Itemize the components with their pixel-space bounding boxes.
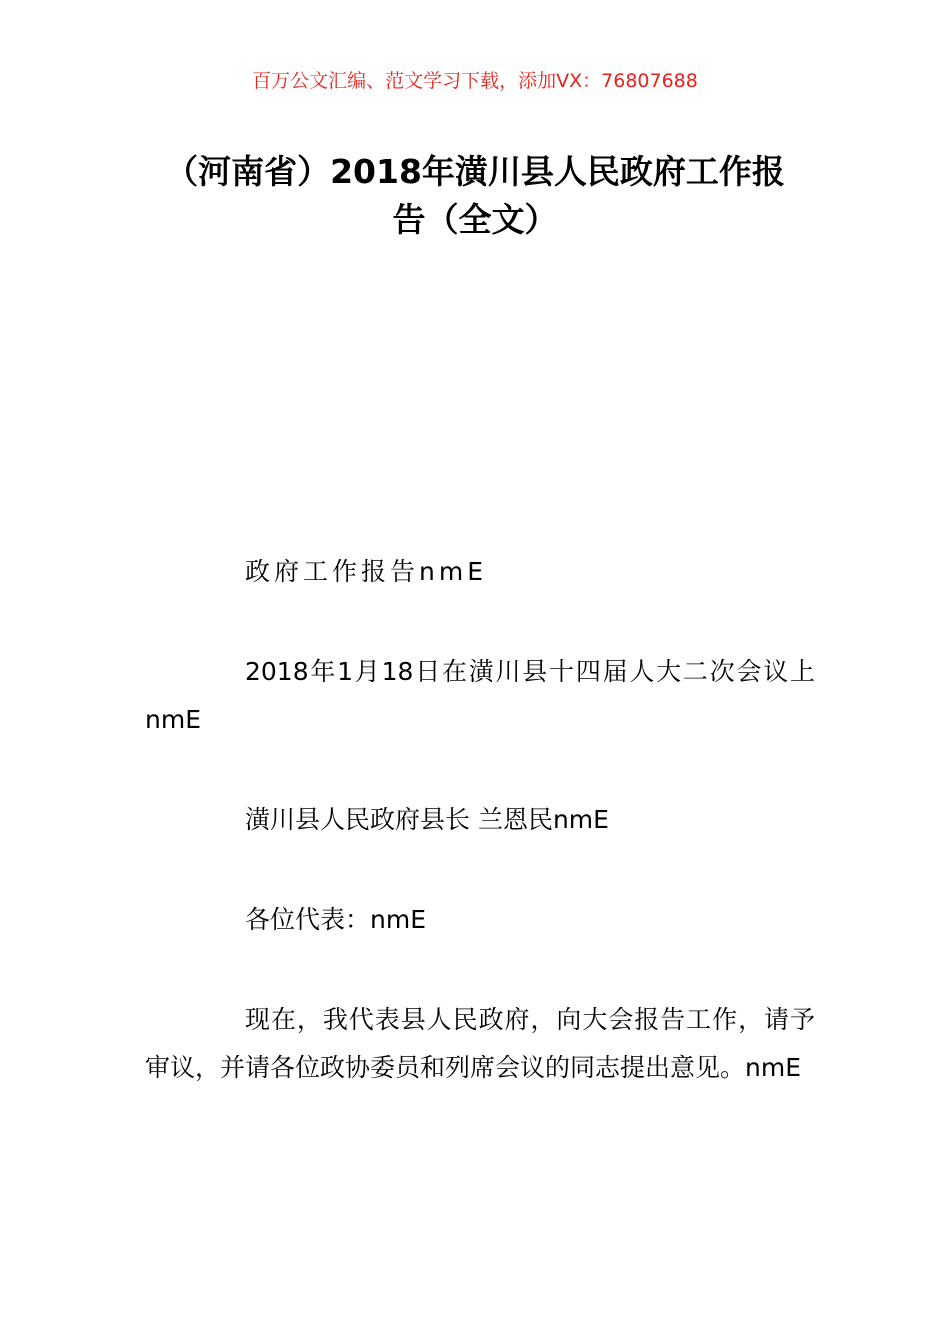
paragraph-date-meeting: 2018年1月18日在潢川县十四届人大二次会议上nmE (145, 657, 815, 734)
document-title (140, 148, 810, 244)
title-line-1: （河南省）2018年潢川县人民政府工作报 (165, 152, 785, 191)
document-body (145, 548, 815, 1144)
paragraph-salutation: 各位代表：nmE (245, 905, 426, 934)
title-line-2: 告（全文） (392, 200, 558, 239)
paragraph-report-heading: 政府工作报告nmE (245, 557, 487, 586)
paragraph-speaker: 潢川县人民政府县长 兰恩民nmE (245, 805, 609, 834)
paragraph-opening: 现在，我代表县人民政府，向大会报告工作，请予审议，并请各位政协委员和列席会议的同志提出意见。nmE (145, 1005, 815, 1082)
header-watermark-line: 百万公文汇编、范文学习下载，添加VX：76807688 (252, 70, 698, 92)
